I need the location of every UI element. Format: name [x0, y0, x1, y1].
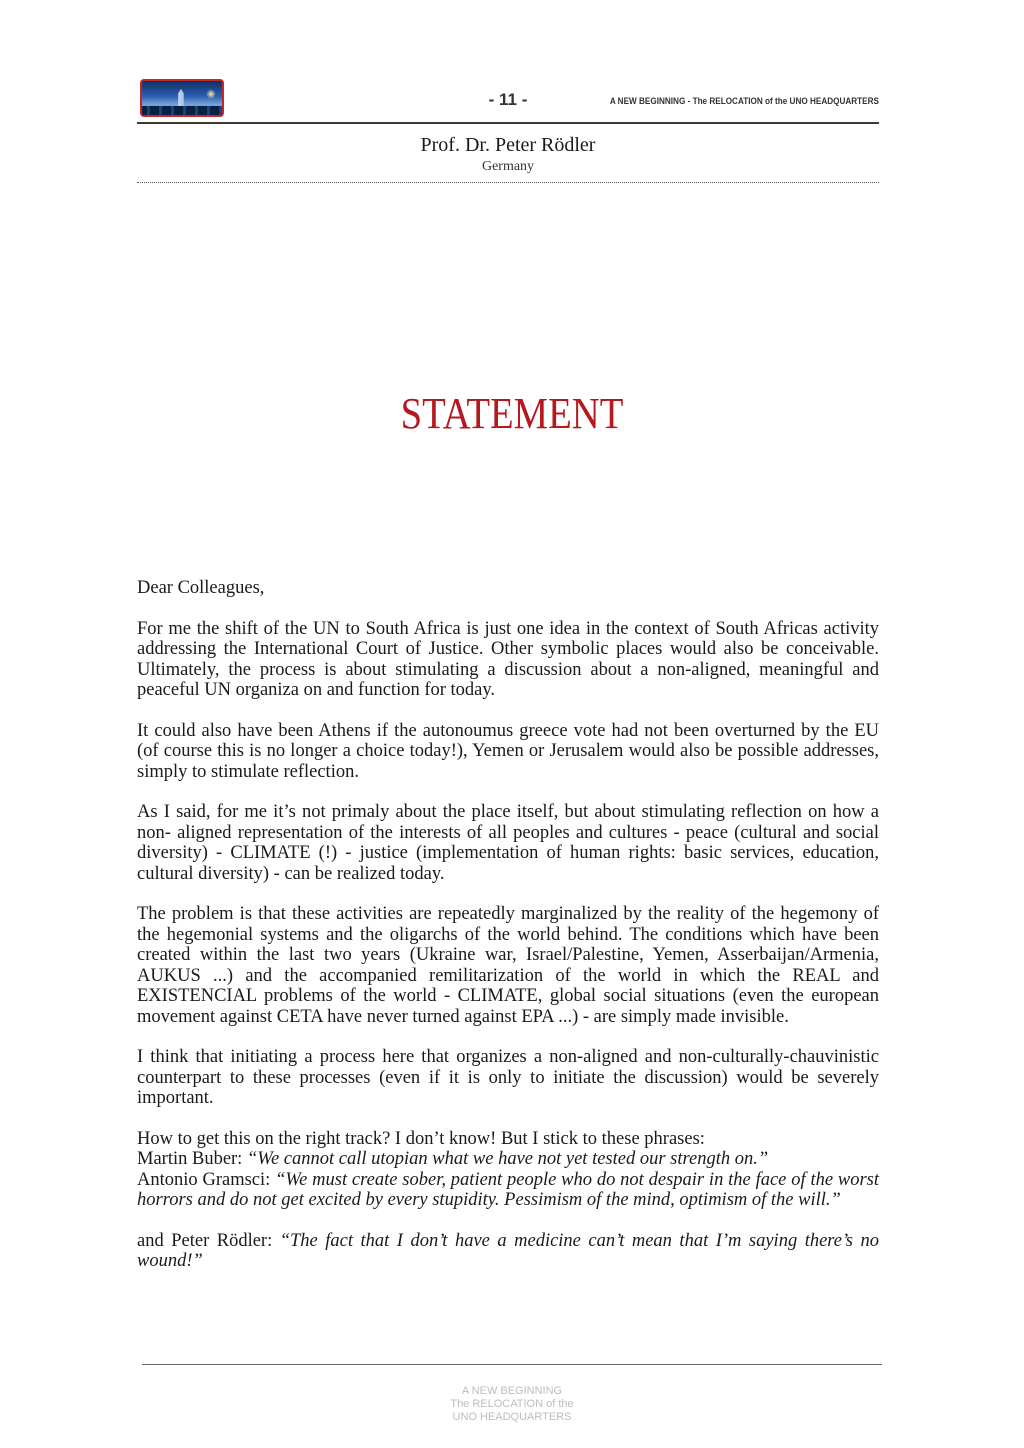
footer-line-2: The RELOCATION of the [450, 1398, 574, 1410]
paragraph-2: It could also have been Athens if the autonoumus greece vote had not been overturned by the EU (of course this is no longer a choice today!), Yemen or Jerusalem would also be possible addresses, simply to stimulate reflection. [137, 720, 879, 782]
quote-text: “The fact that I don’t have a medicine can’t mean that I’m saying there’s no wound!” [137, 1230, 879, 1271]
paragraph-1: For me the shift of the UN to South Africa is just one idea in the context of South Africas activity addressing the International Court of Justice. Other symbolic places would also be conceivable. Ultimately, the process is about stimulating a discussion about a non-aligned, meaningful and peaceful UN organiza on and function for today. [137, 618, 879, 700]
quote-text: “We cannot call utopian what we have not yet tested our strength on.” [246, 1149, 769, 1169]
paragraph-6-intro: How to get this on the right track? I don’t know! But I stick to these phrases: [137, 1128, 705, 1149]
paragraph-3: As I said, for me it’s not primaly about the place itself, but about stimulating reflection on how a non- aligned representation of the interests of all peoples and cultures - peace (cultural and social diversity) - CLIMATE (!) - justice (implementation of human rights: basic services, education, cultural diversity) - can be realized today. [137, 802, 879, 884]
running-title: A NEW BEGINNING - The RELOCATION of the UNO HEADQUARTERS [609, 96, 879, 107]
quote-roedler [137, 1231, 879, 1272]
footer-line-3: UNO HEADQUARTERS [452, 1411, 572, 1423]
footer-divider [142, 1364, 882, 1365]
quote-text: “We must create sober, patient people who do not despair in the face of the worst horrors and do not get excited by every stupidity. Pessimism of the mind, optimism of the will.” [137, 1169, 879, 1210]
quote-gramsci [137, 1170, 879, 1211]
quote-author: and Peter Rödler: [137, 1230, 280, 1251]
paragraph-4: The problem is that these activities are repeatedly marginalized by the reality of the hegemony of the hegemonial systems and the oligarchs of the world behind. The conditions which have been created within the last two years (Ukraine war, Israel/Palestine, Yemen, Asserbaijan/Armenia, AUKUS ...) and the accompanied remilitarization of the world in which the REAL and EXISTENCIAL problems of the world - CLIMATE, global social situations (even the european movement against CETA have never turned against EPA ...) - are simply made invisible. [137, 904, 879, 1027]
quote-buber [137, 1149, 879, 1170]
paragraph-5: I think that initiating a process here that organizes a non-aligned and non-culturally-chauvinistic counterpart to these processes (even if it is only to initiate the discussion) would be severely important. [137, 1047, 879, 1108]
body-text [137, 578, 879, 1292]
page-footer [0, 1385, 1024, 1424]
quote-author: Martin Buber: [137, 1149, 247, 1169]
page-number: - 11 - [488, 90, 528, 109]
author-country: Germany [481, 159, 535, 174]
greeting: Dear Colleagues, [137, 578, 265, 598]
page-title: STATEMENT [400, 389, 624, 438]
quote-author: Antonio Gramsci: [137, 1169, 276, 1190]
author-block [137, 132, 879, 183]
footer-line-1: A NEW BEGINNING [461, 1385, 563, 1397]
page-header [137, 76, 879, 124]
author-name: Prof. Dr. Peter Rödler [420, 134, 596, 156]
